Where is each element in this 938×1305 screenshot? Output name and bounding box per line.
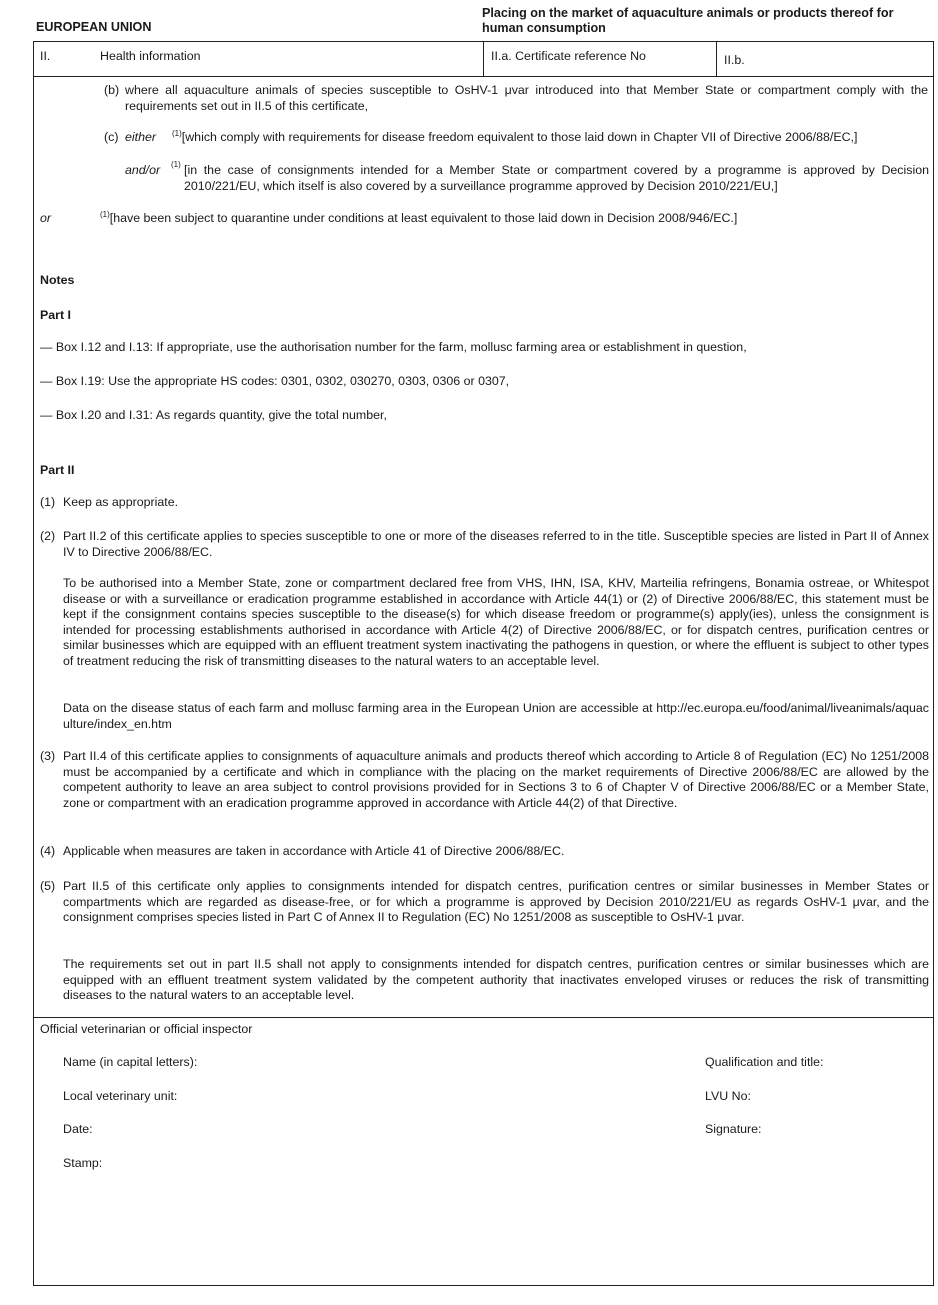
item-b-text: where all aquaculture animals of species susceptible to OsHV-1 μvar introduced into that Member State or compartment comply with the requirements set out in II.5 of this certificate, — [125, 83, 928, 113]
qualification-field-label: Qualification and title: — [705, 1055, 824, 1069]
stamp-field-label: Stamp: — [63, 1156, 103, 1170]
note-4-text: Applicable when measures are taken in accordance with Article 41 of Directive 2006/88/EC. — [63, 844, 565, 858]
note-1-text: Keep as appropriate. — [63, 495, 179, 509]
item-andor-text: [in the case of consignments intended for a Member State or compartment covered by a programme is approved by Decision 2010/221/EU, which itself is also covered by a surveillance programme approved by Decision 2010/221/EU,] — [184, 163, 929, 193]
item-c-either: either — [125, 130, 156, 144]
note-2-paragraph-2: To be authorised into a Member State, zone or compartment declared free from VHS, IHN, ISA, KHV, Marteilia refringens, Bonamia ostreae, or Whitespot disease or with a surveillance or eradication programme established in accordance with Article 44(1) or (2) of Directive 2006/88/EC, this statement must be kept if the consignment contains species susceptible to the disease(s) for which disease freedom or programme(s) apply(ies), unless the consignment is intended for processing establishments authorised in accordance with Article 4(2) of Directive 2006/88/EC, or for dispatch centres, purification centres or similar businesses which are equipped with an effluent treatment system inactivating the pathogens in question, or where the effluent is subject to other types of treatment reducing the risk of transmitting diseases to the natural waters to an acceptable level. — [63, 576, 929, 668]
note-5-label: (5) — [40, 879, 56, 893]
part-i-note-2: — Box I.19: Use the appropriate HS codes: 0301, 0302, 030270, 0303, 0306 or 0307, — [40, 374, 510, 388]
item-b-label: (b) — [104, 83, 120, 97]
note-2-text: Part II.2 of this certificate applies to species susceptible to one or more of the diseases referred to in the title. Susceptible species are listed in Part II of Annex IV to Directive 2006/88/EC. — [63, 529, 929, 559]
item-c-text: [which comply with requirements for disease freedom equivalent to those laid down in Chapter VII of Directive 2006/88/EC,] — [181, 130, 858, 144]
note-5-paragraph-2: The requirements set out in part II.5 shall not apply to consignments intended for dispatch centres, purification centres or similar businesses which are equipped with an effluent treatment system validated by the competent authority that inactivates enveloped viruses or reduces the risk of transmitting diseases to the natural waters to an acceptable level. — [63, 957, 929, 1002]
item-or-label: or — [40, 211, 52, 225]
signature-field-label: Signature: — [705, 1122, 762, 1136]
certificate-frame: II. Health information II.a. Certificate reference No II.b. (b) where all aquaculture animals of species susceptible to OsHV-1 μvar introduced into that Member State or compartment comply with the requirements set out in II.5 of this certificate, (c) either $^{(1)}$[which comply with requirements for disease freedom equivalent to those laid down in Chapter VII of Directive 2006/88/EC,] and/or (1) [in the case of consignments intended for a Member State or compartment covered by a programme is approved by Decision 2010/221/EU, which itself is also covered by a surveillance programme approved by Decision 2010/221/EU,] or $^{(1)}$[have been subject to quarantine under conditions at least equivalent to those laid down in Decision 2008/946/EC.] Notes Part I — Box I.12 and I.13: If appropriate, use the authorisation number for the farm, mollusc farming area or establishment in question, — Box I.19: Use the appropriate HS codes: 0301, 0302, 030270, 0303, 0306 or 0307, — Box I.20 and I.31: As regards quantity, give the total number, Part II (1) Keep as appropriate. (2) Part II.2 of this certificate applies to species susceptible to one or more of the diseases referred to in the title. Susceptible species are listed in Part II of Annex IV to Directive 2006/88/EC. To be authorised into a Member State, zone or compartment declared free from VHS, IHN, ISA, KHV, Marteilia refringens, Bonamia ostreae, or Whitespot disease or with a surveillance or eradication programme established in accordance with Article 44(1) or (2) of Directive 2006/88/EC, this statement must be kept if the consignment contains species susceptible to the disease(s) for which disease freedom or programme(s) apply(ies), unless the consignment is intended for processing establishments authorised in accordance with Article 4(2) of Directive 2006/88/EC, or for dispatch centres, purification centres or similar businesses which are equipped with an effluent treatment system inactivating the pathogens in question, or where the effluent is subject to other types of treatment reducing the risk of transmitting diseases to the natural waters to an acceptable level. Data on the disease status of each farm and mollusc farming area in the European Union are accessible at http://ec.europa.eu/food/animal/liveanimals/aquaculture/index_en.htm (3) Part II.4 of this certificate applies to consignments of aquaculture animals and products thereof which according to Article 8 of Regulation (EC) No 1251/2008 must be accompanied by a certificate and which in compliance with the placing on the market requirements of Directive 2006/88/EC are allowed by the competent authority to leave an area subject to control provisions provided for in Sections 3 to 6 of Chapter V of Directive 2006/88/EC or a Member State, zone or compartment with an eradication programme approved in accordance with Article 44(2) of that Directive. (4) Applicable when measures are taken in accordance with Article 41 of Directive 2006/88/EC. (5) Part II.5 of this certificate only applies to consignments intended for dispatch centres, purification centres or similar businesses in Member States or compartments which are regarded as disease-free, or for which a programme is approved by Decision 2010/221/EU as regards OsHV-1 μvar, and the consignment comprises species listed in Part C of Annex II to Regulation (EC) No 1251/2008 as susceptible to OsHV-1 μvar. The requirements set out in part II.5 shall not apply to consignments intended for dispatch centres, purification centres or similar businesses which are equipped with an effluent treatment system validated by the competent authority that inactivates enveloped viruses or reduces the risk of transmitting diseases to the natural waters to an acceptable level. Official veterinarian or official inspector Name (in capital letters): Qualification and title: Local veterinary unit: LVU No: Date: Signature: Stamp: — [33, 41, 934, 1286]
section-number: II. — [40, 49, 51, 63]
header-divider — [483, 42, 484, 76]
footnote-ref: (1) — [172, 129, 182, 138]
note-2-paragraph-3: Data on the disease status of each farm and mollusc farming area in the European Union are accessible at http://ec.europa.eu/food/animal/liveanimals/aquaculture/index_en.htm — [63, 701, 929, 731]
part-i-note-1: — Box I.12 and I.13: If appropriate, use the authorisation number for the farm, mollusc farming area or establishment in question, — [40, 340, 747, 354]
note-3-label: (3) — [40, 749, 56, 763]
signatory-title: Official veterinarian or official inspector — [40, 1022, 253, 1036]
signature-divider — [34, 1017, 933, 1018]
name-field-label: Name (in capital letters): — [63, 1055, 198, 1069]
local-veterinary-unit-label: Local veterinary unit: — [63, 1089, 178, 1103]
date-field-label: Date: — [63, 1122, 93, 1136]
note-2-label: (2) — [40, 529, 56, 543]
footnote-ref: (1) — [100, 210, 110, 219]
certificate-reference-label: II.a. Certificate reference No — [491, 49, 646, 63]
part-ii-heading: Part II — [40, 463, 75, 477]
section-title: Health information — [100, 49, 201, 63]
notes-heading: Notes — [40, 273, 75, 287]
lvu-number-label: LVU No: — [705, 1089, 751, 1103]
item-or-text: [have been subject to quarantine under conditions at least equivalent to those laid down in Decision 2008/946/EC.] — [109, 211, 738, 225]
note-3-text: Part II.4 of this certificate applies to consignments of aquaculture animals and products thereof which according to Article 8 of Regulation (EC) No 1251/2008 must be accompanied by a certificate and which in compliance with the placing on the market requirements of Directive 2006/88/EC are allowed by the competent authority to leave an area subject to control provisions provided for in Sections 3 to 6 of Chapter V of Directive 2006/88/EC or a Member State, zone or compartment with an eradication programme approved in accordance with Article 44(2) of that Directive. — [63, 749, 929, 810]
document-title: Placing on the market of aquaculture animals or products thereof for human consumption — [482, 6, 894, 35]
note-5-text: Part II.5 of this certificate only applies to consignments intended for dispatch centres, purification centres or similar businesses in Member States or compartments which are regarded as disease-free, or for which a programme is approved by Decision 2010/221/EU as regards OsHV-1 μvar, and the consignment comprises species listed in Part C of Annex II to Regulation (EC) No 1251/2008 as susceptible to OsHV-1 μvar. — [63, 879, 929, 924]
document-origin: EUROPEAN UNION — [36, 20, 152, 34]
part-i-note-3: — Box I.20 and I.31: As regards quantity, give the total number, — [40, 408, 387, 422]
part-i-heading: Part I — [40, 308, 71, 322]
header-divider — [716, 42, 717, 76]
item-c-label: (c) — [104, 130, 119, 144]
note-4-label: (4) — [40, 844, 56, 858]
item-andor-label: and/or — [125, 163, 161, 177]
table-header-row — [34, 42, 933, 77]
section-iib-label: II.b. — [724, 53, 745, 67]
note-1-label: (1) — [40, 495, 56, 509]
